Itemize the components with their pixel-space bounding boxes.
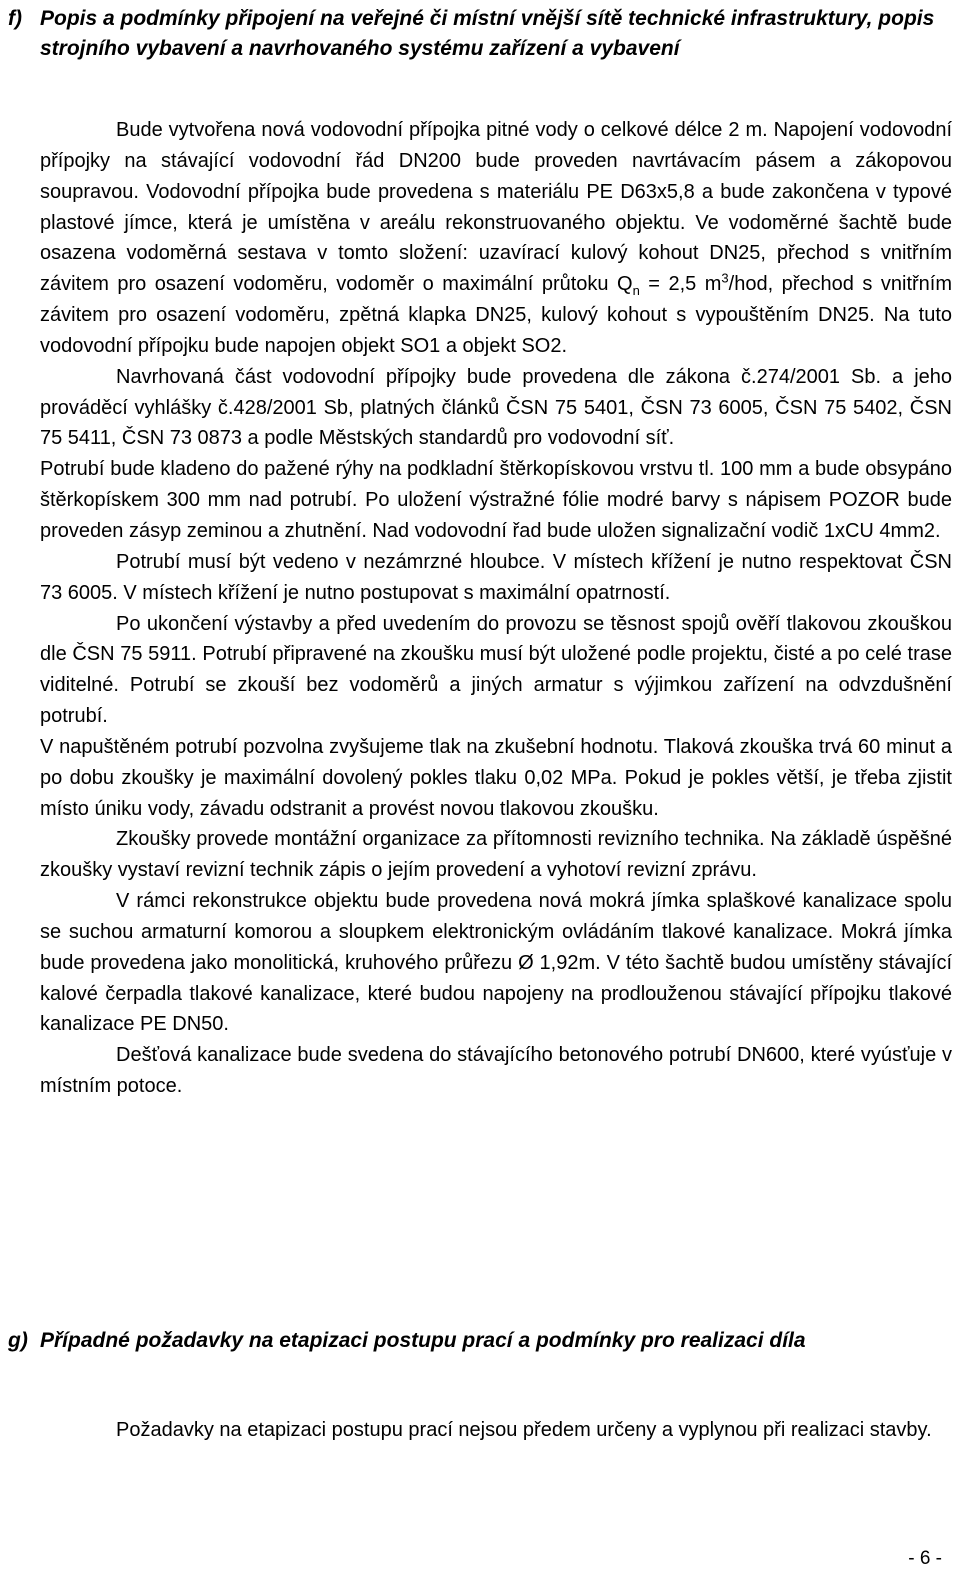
paragraph-storm-sewer: Dešťová kanalizace bude svedena do stávajícího betonového potrubí DN600, které vyúsťuje v místním potoce. [40, 1044, 952, 1098]
section-g-title: Případné požadavky na etapizaci postupu prací a podmínky pro realizaci díla [40, 1329, 806, 1352]
paragraph-sewer-sump: V rámci rekonstrukce objektu bude provedena nová mokrá jímka splaškové kanalizace spolu se suchou armaturní komorou a sloupkem elektronickým ovládáním tlakové kanalizace. Mokrá jímka bude provedena jako monolitická, kruhového průřezu Ø 1,92m. V této šachtě budou umístěny stávající kalové čerpadla tlakové kanalizace, které budou napojeny na prodlouženou stávající přípojku tlakové kanalizace PE DN50. [40, 890, 952, 1036]
section-f-letter: f) [8, 7, 22, 30]
paragraph-frost-depth: Potrubí musí být vedeno v nezámrzné hloubce. V místech křížení je nutno respektovat ČSN 73 6005. V místech křížení je nutno postupovat s maximální opatrností. [40, 550, 952, 604]
flow-subscript: n [632, 283, 640, 299]
paragraph-pressure-test: Po ukončení výstavby a před uvedením do provozu se těsnost spojů ověří tlakovou zkouškou dle ČSN 75 5911. Potrubí připravené na zkoušku musí být uložené podle projektu, čisté a po celé trase viditelné. Potrubí se zkouší bez vodoměrů a jiných armatur s výjimkou zařízení na odvzdušnění potrubí. [40, 612, 952, 728]
paragraph-phasing: Požadavky na etapizaci postupu prací nejsou předem určeny a vyplynou při realizaci stavby. [116, 1419, 932, 1441]
paragraph-test-procedure: V napuštěném potrubí pozvolna zvyšujeme tlak na zkušební hodnotu. Tlaková zkouška trvá 60 minut a po dobu zkoušky je maximální dovolený pokles tlaku 0,02 MPa. Pokud je pokles větší, je třeba zjistit místo úniku vody, závadu odstranit a provést novou tlakovou zkoušku. [40, 735, 952, 820]
paragraph-water-connection-text-c: /hod, přechod s vnitřním závitem pro osazení vodoměru, zpětná klapka DN25, kulový kohout s vypouštěním DN25. Na tuto vodovodní přípojku bude napojen objekt SO1 a objekt SO2. [40, 273, 952, 357]
page-number: - 6 - [908, 1548, 942, 1569]
paragraph-water-connection-text-b: = 2,5 m [639, 273, 722, 296]
paragraph-inspection: Zkoušky provede montážní organizace za přítomnosti revizního technika. Na základě úspěšné zkoušky vystaví revizní technik zápis o jejím provedení a vyhotoví revizní zprávu. [40, 828, 952, 882]
paragraph-water-connection [40, 115, 952, 362]
section-g-letter: g) [8, 1329, 28, 1352]
cubic-superscript: 3 [721, 270, 729, 286]
section-f-title: Popis a podmínky připojení na veřejné či místní vnější sítě technické infrastruktury, popis strojního vybavení a navrhovaného systému zařízení a vybavení [40, 7, 935, 60]
section-g-heading [8, 1326, 950, 1356]
paragraph-legislation: Navrhovaná část vodovodní přípojky bude provedena dle zákona č.274/2001 Sb. a jeho prováděcí vyhlášky č.428/2001 Sb, platných článků ČSN 75 5401, ČSN 73 6005, ČSN 75 5402, ČSN 75 5411, ČSN 73 0873 a podle Městských standardů pro vodovodní síť. [40, 365, 952, 450]
paragraph-water-connection-text-a: Bude vytvořena nová vodovodní přípojka pitné vody o celkové délce 2 m. Napojení vodovodní přípojky na stávající vodovodní řád DN200 bude proveden navrtávacím pásem a zákopovou soupravou. Vodovodní přípojka bude provedena s materiálu PE D63x5,8 a bude zakončena v typové plastové jímce, která je umístěna v areálu rekonstruovaného objektu. Ve vodoměrné šachtě bude osazena vodoměrná sestava v tomto složení: uzavírací kulový kohout DN25, přechod s vnitřním závitem pro osazení vodoměru, vodoměr o maximální průtoku Q [40, 119, 952, 296]
paragraph-pipe-laying: Potrubí bude kladeno do pažené rýhy na podkladní štěrkopískovou vrstvu tl. 100 mm a bude obsypáno štěrkopískem 300 mm nad potrubí. Po uložení výstražné fólie modré barvy s nápisem POZOR bude proveden zásyp zeminou a zhutnění. Nad vodovodní řad bude uložen signalizační vodič 1xCU 4mm2. [40, 458, 952, 542]
section-f-body [40, 115, 952, 1102]
section-f-heading [8, 4, 950, 64]
section-g-body [40, 1415, 952, 1446]
